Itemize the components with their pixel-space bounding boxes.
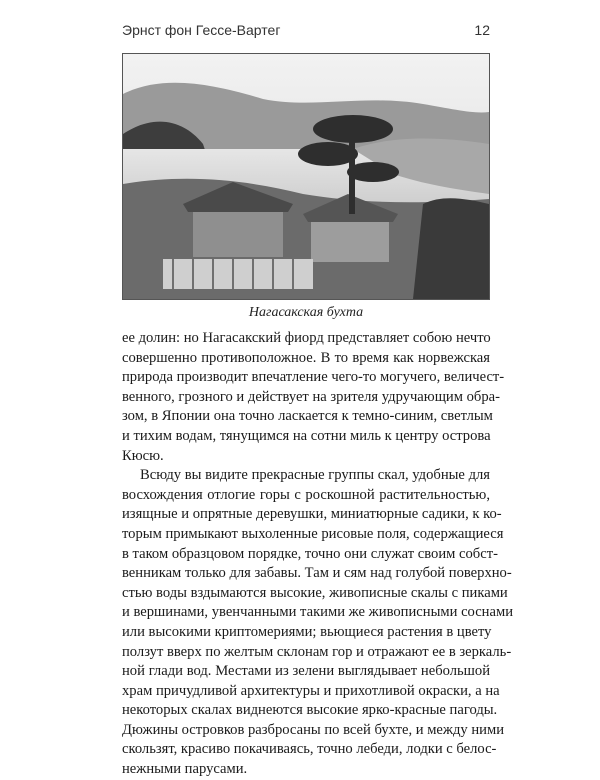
text-line: скользят, красиво покачиваясь, точно лебеди, лодки с белос- [122, 741, 497, 758]
photo-caption: Нагасакская бухта [248, 305, 364, 320]
text-line: совершенно противоположное. В то время как норвежская [122, 349, 490, 366]
text-line: Всюду вы видите прекрасные группы скал, удобные для [140, 467, 490, 484]
text-line: венного, грозного и действует на зрителя удручающим обра- [122, 388, 500, 405]
text-line: ной глади вод. Местами из зелени выглядывает небольшой [122, 663, 490, 680]
running-header [122, 22, 490, 38]
veranda-fence [163, 259, 313, 289]
paragraph-2 [122, 466, 514, 780]
house-wall-2 [311, 222, 389, 262]
page-number: 12 [474, 22, 490, 38]
text-line: стью воды вздымаются высокие, живописные скалы с пиками [122, 584, 508, 601]
nagasaki-bay-photo [122, 53, 490, 300]
text-line: восхождения отлогие горы с роскошной растительностью, [122, 486, 490, 503]
text-line: изящные и опрятные деревушки, миниатюрные садики, к ко- [122, 506, 502, 523]
text-line: нежными парусами. [122, 761, 248, 778]
text-line: зом, в Японии она точно ласкается к темно-синим, светлым [122, 408, 493, 425]
paragraph-1 [122, 329, 505, 466]
text-line: венникам только для забавы. Там и сям над голубой поверхно- [122, 565, 512, 582]
text-line: торым примыкают выхоленные рисовые поля, содержащиеся [122, 525, 504, 542]
text-line: и вершинами, увенчанными такими же живописными соснами [122, 604, 514, 621]
text-line: Дюжины островков разбросаны по всей бухте, и между ними [122, 721, 505, 738]
body-text [122, 329, 514, 780]
author-name: Эрнст фон Гессе-Вартег [122, 22, 281, 38]
house-wall-1 [193, 212, 283, 257]
text-line: ползут вверх по желтым склонам гор и отражают ее в зеркаль- [122, 643, 512, 660]
text-line: Кюсю. [122, 447, 164, 464]
text-line: ее долин: но Нагасакский фиорд представляет собою нечто [122, 330, 491, 346]
photo-illustration [123, 54, 489, 299]
right-foliage [413, 198, 489, 299]
text-line: храм причудливой архитектуры и прихотливой окраски, а на [122, 682, 500, 699]
text-line: некоторых скалах виднеются высокие ярко-красные пагоды. [122, 702, 498, 719]
text-line: и тихим водам, тянущимся на сотни миль к центру острова [122, 427, 491, 444]
text-line: природа производит впечатление чего-то могучего, величест- [122, 369, 505, 386]
text-line: в таком образцовом порядке, точно они служат своим собст- [122, 545, 498, 562]
text-line: или высокими криптомериями; вьющиеся растения в цвету [122, 623, 492, 640]
